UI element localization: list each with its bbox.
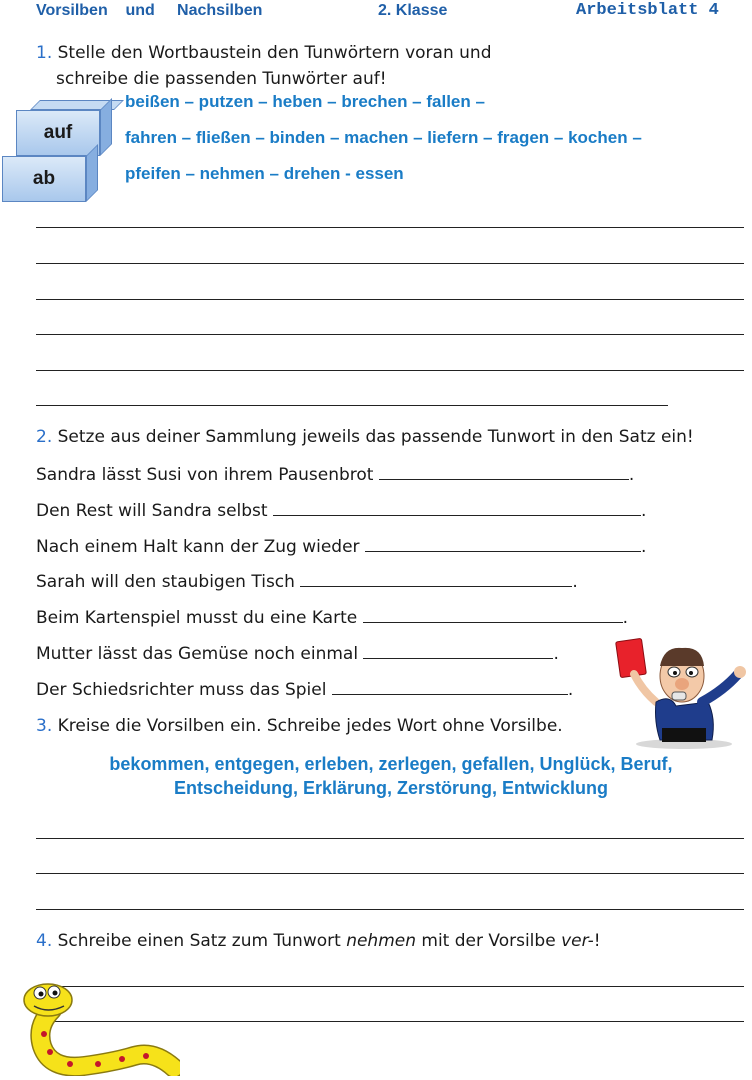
task4-number: 4. (36, 931, 53, 951)
period: . (628, 465, 635, 485)
sentence-text: Der Schiedsrichter muss das Spiel (36, 680, 327, 700)
task1-words-line2: fahren – fließen – binden – machen – liefern – fragen – kochen – (125, 128, 642, 147)
period: . (553, 644, 559, 664)
sentence-text: Nach einem Halt kann der Zug wieder (36, 537, 360, 557)
hair (660, 648, 704, 666)
task3-instruction (36, 713, 563, 739)
header-sheet-number: Arbeitsblatt 4 (576, 1, 719, 20)
task4-verb: nehmen (346, 931, 416, 951)
writing-line[interactable] (36, 334, 744, 335)
writing-line[interactable] (36, 873, 744, 874)
sentence-3 (36, 535, 646, 558)
block-side-face (100, 98, 112, 156)
period: . (622, 608, 629, 628)
prefix-box-auf: auf (16, 110, 100, 156)
task2-text: Setze aus deiner Sammlung jeweils das passende Tunwort in den Satz ein! (57, 427, 694, 447)
answer-blank[interactable] (363, 642, 553, 659)
header-grade: 2. Klasse (378, 2, 448, 19)
task1-number: 1. (36, 43, 53, 63)
task4-prefix: ver- (561, 931, 594, 951)
hand-right (734, 666, 746, 678)
sentence-7 (36, 678, 573, 701)
sentence-2 (36, 499, 646, 522)
task3-number: 3. (36, 716, 53, 736)
period: . (567, 680, 574, 700)
sentence-text: Mutter lässt das Gemüse noch einmal (36, 644, 359, 664)
task2-number: 2. (36, 427, 53, 447)
sentence-text: Sarah will den staubigen Tisch (36, 572, 295, 592)
writing-line[interactable] (36, 263, 744, 264)
answer-blank[interactable] (273, 499, 641, 516)
task1-instruction (36, 40, 491, 66)
referee-illustration (612, 632, 748, 750)
answer-blank[interactable] (365, 535, 641, 552)
sentence-text: Den Rest will Sandra selbst (36, 501, 268, 521)
task3-words-line2: Entscheidung, Erklärung, Zerstörung, Entwicklung (173, 778, 609, 798)
prefix-box-ab: ab (2, 156, 86, 202)
nose (675, 678, 689, 690)
snake-illustration (14, 980, 180, 1076)
period: . (640, 501, 647, 521)
header-topic: Vorsilben und Nachsilben (36, 2, 263, 19)
answer-blank[interactable] (379, 463, 629, 480)
period: . (640, 537, 647, 557)
sentence-text: Sandra lässt Susi von ihrem Pausenbrot (36, 465, 374, 485)
sentence-1 (36, 463, 634, 486)
writing-line[interactable] (36, 405, 668, 406)
task1-words-line3: pfeifen – nehmen – drehen - essen (125, 164, 404, 183)
shorts (662, 728, 706, 742)
writing-line[interactable] (36, 370, 744, 371)
sentence-5 (36, 606, 628, 629)
answer-blank[interactable] (332, 678, 568, 695)
task3-words-line1: bekommen, entgegen, erleben, zerlegen, gefallen, Unglück, Beruf, (109, 754, 673, 774)
period: . (572, 572, 578, 592)
snake-head (24, 984, 72, 1016)
sentence-4 (36, 570, 578, 593)
arm-left (634, 674, 656, 702)
task4-text-before: Schreibe einen Satz zum Tunwort (57, 931, 347, 951)
writing-line[interactable] (36, 909, 744, 910)
task2-instruction (36, 424, 694, 450)
answer-blank[interactable] (300, 570, 572, 587)
snake-body (40, 1010, 174, 1068)
task4-text-after: ! (593, 931, 601, 951)
sentence-6 (36, 642, 559, 665)
sentence-text: Beim Kartenspiel musst du eine Karte (36, 608, 358, 628)
task1-line1: Stelle den Wortbaustein den Tunwörtern voran und (57, 43, 492, 63)
writing-line[interactable] (36, 227, 744, 228)
writing-line[interactable] (36, 299, 744, 300)
task4-text-middle: mit der Vorsilbe (416, 931, 562, 951)
task1-words-line1: beißen – putzen – heben – brechen – fallen – (125, 92, 485, 111)
task1-line2: schreibe die passenden Tunwörter auf! (56, 69, 387, 89)
writing-line[interactable] (36, 838, 744, 839)
arm-right (702, 674, 738, 702)
whistle-icon (672, 692, 686, 700)
block-side-face-2 (86, 144, 98, 202)
task3-text: Kreise die Vorsilben ein. Schreibe jedes Wort ohne Vorsilbe. (57, 716, 563, 736)
answer-blank[interactable] (363, 606, 623, 623)
task4-instruction (36, 928, 601, 954)
